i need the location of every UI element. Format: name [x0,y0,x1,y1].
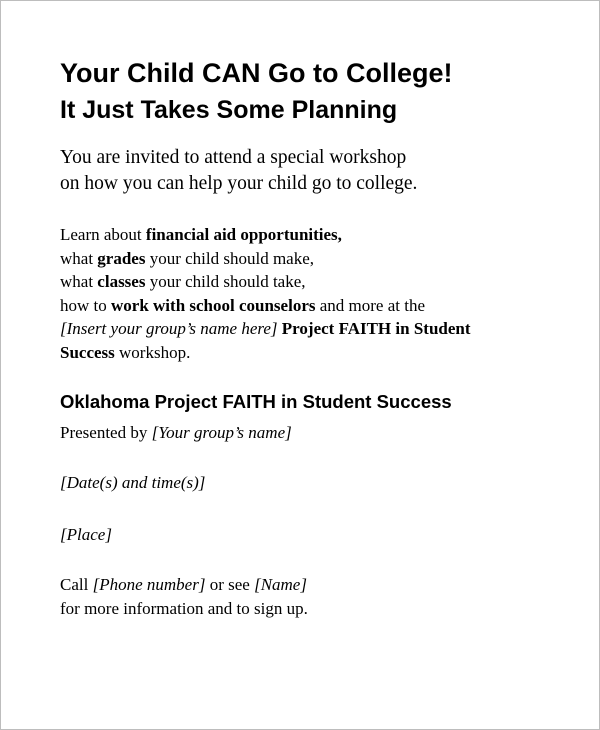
learn-line-1 [60,223,590,247]
program-name-emphasis: Project FAITH in Student [277,319,471,339]
place-text: [Place] [60,525,112,544]
group-name-placeholder: [Insert your group’s name here] [60,319,278,339]
contact-text: or see [205,575,255,594]
program-name-emphasis: Success [60,342,115,362]
learn-text: what [60,272,98,292]
place-placeholder [60,523,112,547]
counselors-emphasis: work with school counselors [111,295,316,315]
invitation-line-1: You are invited to attend a special workshop [60,147,407,168]
name-placeholder: [Name] [254,575,307,594]
presented-by-line [60,421,292,445]
learn-line-3 [60,270,590,294]
learn-line-5 [60,317,590,341]
presented-by-label: Presented by [60,423,152,442]
flyer-subtitle: It Just Takes Some Planning [60,96,398,124]
learn-text: and more at the [315,295,425,315]
invitation-line-2: on how you can help your child go to college. [60,173,418,194]
date-time-text: [Date(s) and time(s)] [60,473,206,492]
learn-line-2 [60,247,590,271]
learn-line-4 [60,294,590,318]
learn-text: Learn about [60,225,146,244]
learn-paragraph [60,223,590,365]
flyer-title: Your Child CAN Go to College! [60,58,453,88]
invitation-paragraph [60,145,417,197]
learn-text: what [60,248,98,268]
learn-text: how to [60,295,111,315]
group-name-placeholder: [Your group’s name] [151,423,292,442]
learn-text: your child should take, [145,272,306,292]
call-label: Call [60,575,93,594]
organization-heading: Oklahoma Project FAITH in Student Success [60,391,452,412]
grades-emphasis: grades [97,248,146,268]
learn-text: workshop. [114,342,191,362]
financial-aid-emphasis: financial aid opportunities, [145,225,342,244]
contact-line-1 [60,573,308,597]
learn-line-6 [60,341,590,365]
contact-paragraph [60,573,308,620]
learn-text: your child should make, [145,248,315,268]
phone-placeholder: [Phone number] [92,575,206,594]
date-time-placeholder [60,471,205,495]
classes-emphasis: classes [97,272,146,292]
contact-line-2: for more information and to sign up. [60,598,308,618]
